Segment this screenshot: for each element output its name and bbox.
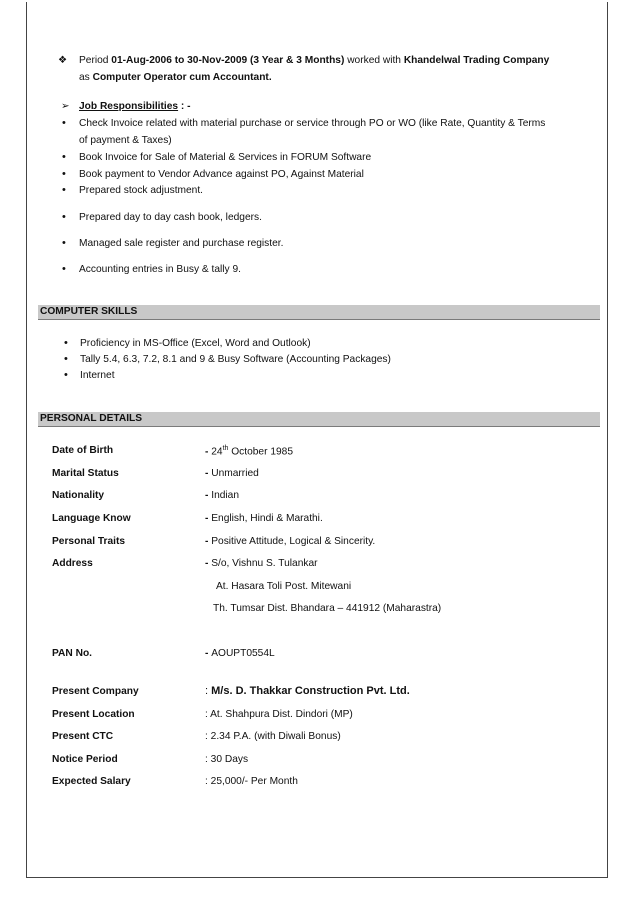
bullet-icon: • [64,337,68,349]
bullet-icon: • [62,168,66,180]
list-item: Managed sale register and purchase register. [79,238,284,249]
list-item: Prepared stock adjustment. [79,185,204,196]
present-ctc-label: Present CTC [52,731,114,742]
list-item: Check Invoice related with material purchase or service through PO or WO (like Rate, Quantity & Terms [79,118,546,129]
pan-label: PAN No. [52,648,92,659]
marital-value: - Unmarried [205,468,259,479]
section-title: COMPUTER SKILLS [40,306,138,317]
list-item: Book payment to Vendor Advance against PO, Against Material [79,169,364,180]
address-line-2: At. Hasara Toli Post. Mitewani [216,581,352,592]
bullet-icon: • [62,184,66,196]
list-item: Prepared day to day cash book, ledgers. [79,212,262,223]
bullet-icon: • [62,237,66,249]
expected-salary-label: Expected Salary [52,776,131,787]
skill-item: Tally 5.4, 6.3, 7.2, 8.1 and 9 & Busy Software (Accounting Packages) [80,354,391,365]
diamond-bullet-icon: ❖ [58,55,68,66]
arrow-bullet-icon: ➢ [61,101,70,112]
marital-label: Marital Status [52,468,119,479]
bullet-icon: • [64,353,68,365]
address-line-3: Th. Tumsar Dist. Bhandara – 441912 (Maharastra) [213,603,442,614]
pan-value: - AOUPT0554L [205,648,275,659]
experience-period-line: Period 01-Aug-2006 to 30-Nov-2009 (3 Year & 3 Months) worked with Khandelwal Trading Company [79,55,550,66]
nationality-value: - Indian [205,490,239,501]
responsibilities-heading: Job Responsibilities : - [79,101,191,112]
list-item: Book Invoice for Sale of Material & Services in FORUM Software [79,152,372,163]
experience-designation: Computer Operator cum Accountant. [92,72,272,83]
address-label: Address [52,558,93,569]
notice-period-label: Notice Period [52,754,118,765]
computer-skills-header [38,305,600,320]
skill-item: Proficiency in MS-Office (Excel, Word and Outlook) [80,338,311,349]
present-location-label: Present Location [52,709,135,720]
bullet-icon: • [62,263,66,275]
skill-item: Internet [80,370,115,381]
bullet-icon: • [62,151,66,163]
bullet-icon: • [62,211,66,223]
address-line-1: - S/o, Vishnu S. Tulankar [205,558,318,569]
present-location-value: : At. Shahpura Dist. Dindori (MP) [205,709,353,720]
experience-company: Khandelwal Trading Company [403,55,550,66]
expected-salary-value: : 25,000/- Per Month [205,776,298,787]
nationality-label: Nationality [52,490,105,501]
traits-value: - Positive Attitude, Logical & Sincerity. [205,536,376,547]
list-item: Accounting entries in Busy & tally 9. [79,264,241,275]
experience-dates: 01-Aug-2006 to 30-Nov-2009 (3 Year & 3 Months) [111,55,345,66]
present-ctc-value: : 2.34 P.A. (with Diwali Bonus) [205,731,341,742]
bullet-icon: • [62,117,66,129]
present-company-value: : M/s. D. Thakkar Construction Pvt. Ltd. [205,685,410,697]
dob-value: - 24th October 1985 [205,445,293,458]
section-title: PERSONAL DETAILS [40,413,143,424]
traits-label: Personal Traits [52,536,126,547]
list-item-continuation: of payment & Taxes) [79,135,172,146]
personal-details-header [38,412,600,427]
bullet-icon: • [64,369,68,381]
experience-designation-line: as Computer Operator cum Accountant. [79,72,272,83]
present-company-label: Present Company [52,686,139,697]
page-border [26,2,608,878]
notice-period-value: : 30 Days [205,754,249,765]
language-value: - English, Hindi & Marathi. [205,513,323,524]
language-label: Language Know [52,513,131,524]
dob-label: Date of Birth [52,445,114,456]
